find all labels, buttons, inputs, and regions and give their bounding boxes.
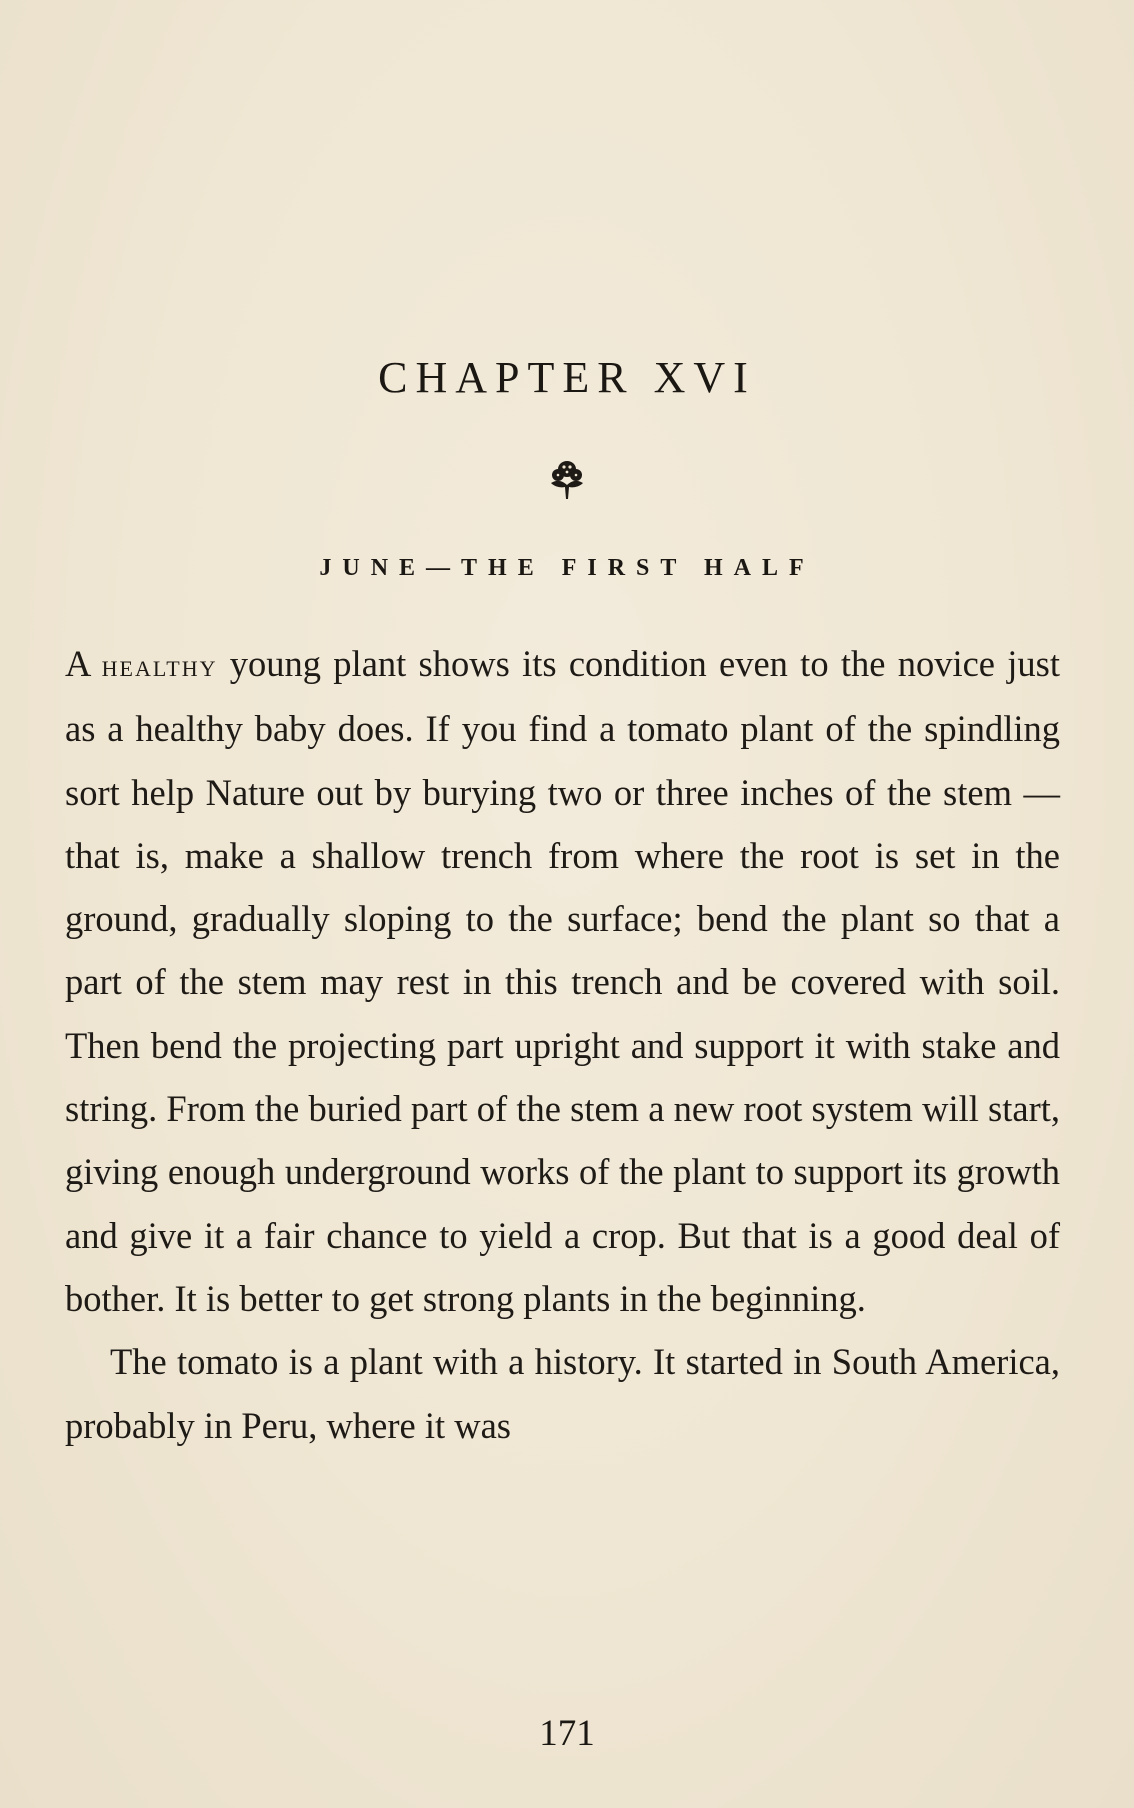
page-number: 171 (539, 1713, 595, 1754)
paragraph-text: young plant shows its condition even to the novice just as a healthy baby does. If you find a tomato plant of the spindling sort help Nature out by burying two or three inches of the stem — that is, make a shallow trench from where the root is set in the ground, gradually sloping to the surface; bend the plant so that a part of the stem may rest in this trench and be covered with soil. Then bend the projecting part upright and support it with stake and string. From the buried part of the stem a new root system will start, giving enough underground works of the plant to support its growth and give it a fair chance to yield a crop. But that is a good deal of bother. It is better to get strong plants in the beginning. (65, 643, 1061, 1319)
chapter-subtitle: JUNE—THE FIRST HALF (319, 555, 815, 581)
paragraph: The tomato is a plant with a history. It started in South America, probably in Peru, where it was (65, 1341, 1060, 1446)
lead-smallcaps: healthy (101, 647, 218, 683)
body-text (65, 632, 1060, 1457)
paragraph (65, 632, 1060, 1330)
chapter-title: CHAPTER XVI (378, 353, 756, 402)
floral-ornament-icon (545, 455, 589, 503)
lead-initial: A (65, 643, 90, 684)
